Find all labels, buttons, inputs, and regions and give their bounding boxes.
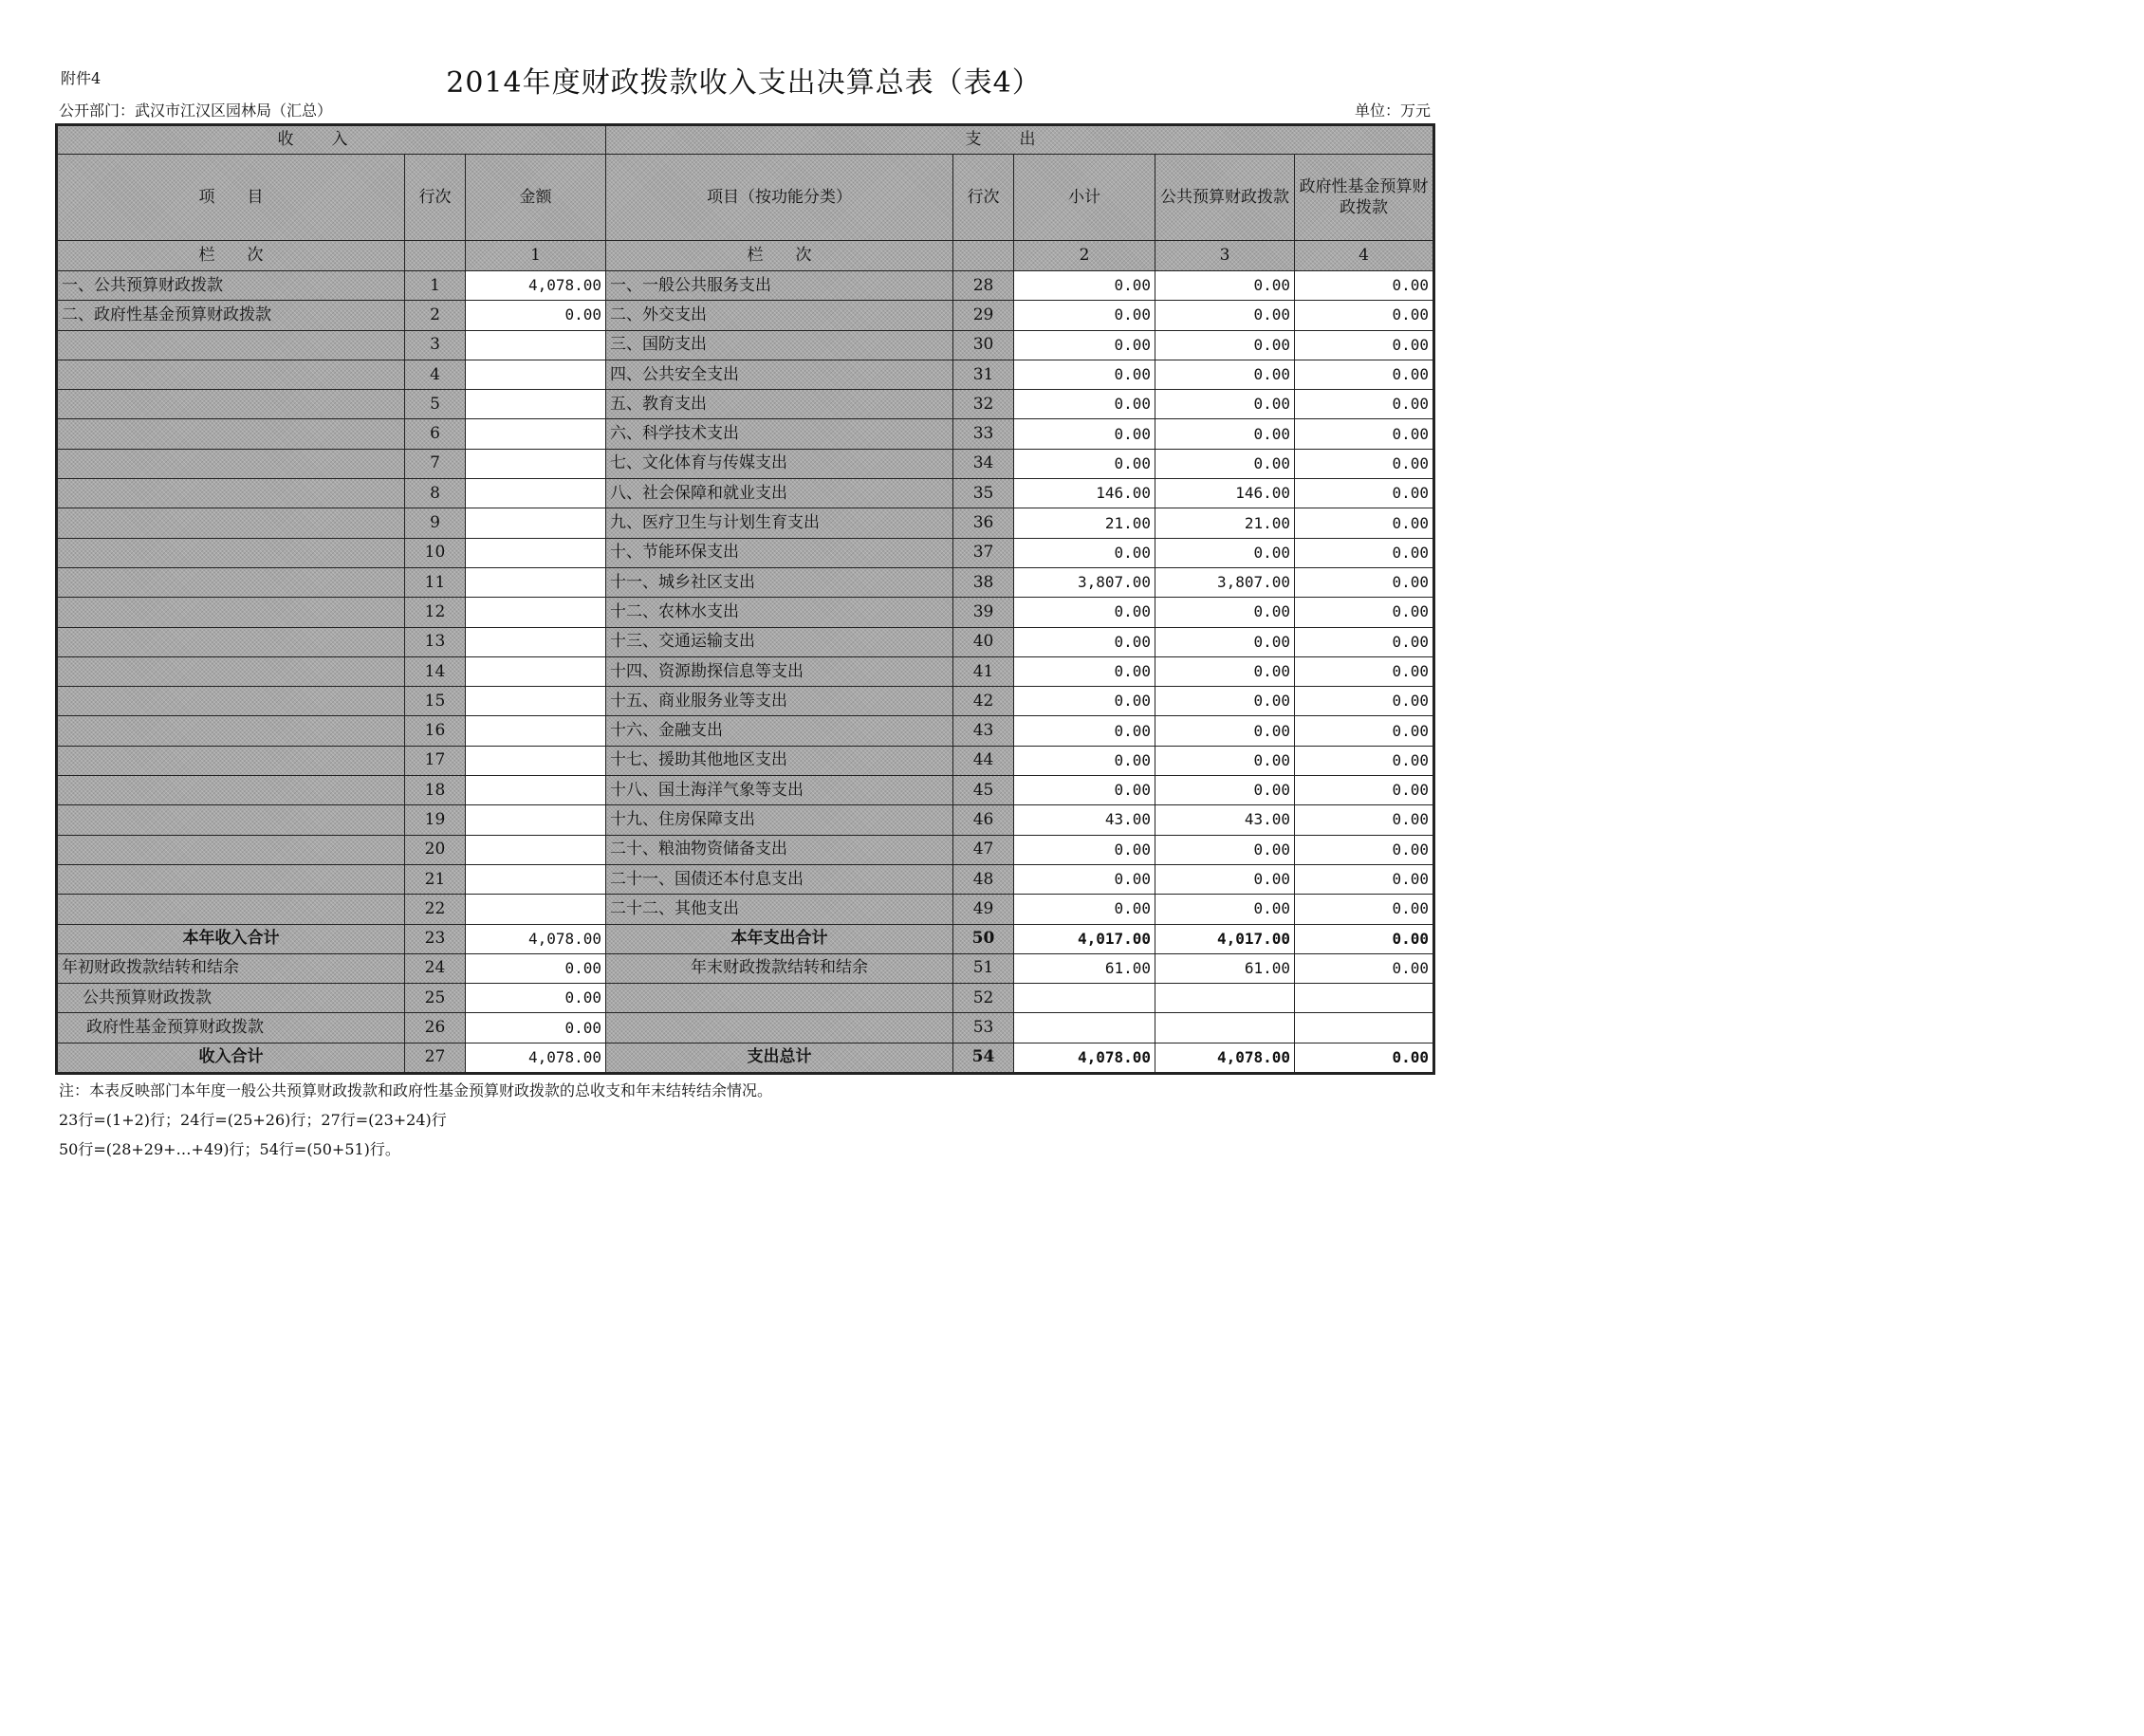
begin-balance-label: 年初财政拨款结转和结余 [57,953,405,983]
expense-item: 五、教育支出 [606,390,953,419]
income-item [57,716,405,746]
begin-balance-no: 24 [405,953,466,983]
income-item [57,479,405,508]
income-row-no: 14 [405,656,466,686]
expense-public-budget: 0.00 [1155,301,1295,330]
table-row [57,301,1434,330]
expense-row-no: 31 [953,360,1014,389]
row53-public [1155,1013,1295,1043]
expense-subtotal: 21.00 [1014,508,1155,538]
expense-gov-fund: 0.00 [1295,656,1434,686]
lanci-col-3: 3 [1155,241,1295,271]
income-item [57,835,405,864]
expense-public-budget: 0.00 [1155,746,1295,775]
begin-fund-no: 26 [405,1013,466,1043]
income-row-no: 12 [405,598,466,627]
year-expense-public: 4,017.00 [1155,924,1295,953]
expense-row-no: 47 [953,835,1014,864]
expense-gov-fund: 0.00 [1295,301,1434,330]
income-item-header: 项 目 [57,155,405,241]
expense-row-no: 41 [953,656,1014,686]
income-amount [466,776,606,805]
end-balance-public: 61.00 [1155,953,1295,983]
expense-row-no: 43 [953,716,1014,746]
end-balance-no: 51 [953,953,1014,983]
gov-fund-header: 政府性基金预算财政拨款 [1295,155,1434,241]
table-row [57,746,1434,775]
expense-row-no: 49 [953,895,1014,924]
year-income-amount: 4,078.00 [466,924,606,953]
income-row-no: 13 [405,627,466,656]
year-income-no: 23 [405,924,466,953]
income-item [57,449,405,478]
expense-subtotal: 0.00 [1014,864,1155,894]
income-item [57,567,405,597]
income-item [57,360,405,389]
expense-public-budget: 0.00 [1155,449,1295,478]
end-balance-label: 年末财政拨款结转和结余 [606,953,953,983]
expense-gov-fund: 0.00 [1295,390,1434,419]
income-amount [466,835,606,864]
year-income-label: 本年收入合计 [57,924,405,953]
expense-subtotal: 0.00 [1014,895,1155,924]
table-row [57,419,1434,449]
expense-gov-fund: 0.00 [1295,479,1434,508]
expense-row-no: 39 [953,598,1014,627]
income-item: 二、政府性基金预算财政拨款 [57,301,405,330]
income-total-amount: 4,078.00 [466,1043,606,1073]
expense-total-fund: 0.00 [1295,1043,1434,1073]
note-line-3: 50行=(28+29+…+49)行；54行=(50+51)行。 [59,1140,400,1158]
expense-public-budget: 0.00 [1155,835,1295,864]
income-item [57,687,405,716]
expense-item: 十八、国土海洋气象等支出 [606,776,953,805]
income-item [57,805,405,835]
income-row-no: 9 [405,508,466,538]
table-row [57,805,1434,835]
expense-subtotal: 0.00 [1014,449,1155,478]
expense-row-no: 40 [953,627,1014,656]
expense-gov-fund: 0.00 [1295,687,1434,716]
expense-gov-fund: 0.00 [1295,895,1434,924]
income-item [57,598,405,627]
table-row [57,449,1434,478]
table-row [57,627,1434,656]
table-row [57,390,1434,419]
table-row [57,508,1434,538]
expense-lanci-blank [953,241,1014,271]
page-title: 2014年度财政拨款收入支出决算总表（表4） [446,66,1042,100]
expense-lanci-label: 栏 次 [606,241,953,271]
income-amount [466,419,606,449]
income-row-no: 17 [405,746,466,775]
expense-subtotal: 3,807.00 [1014,567,1155,597]
expense-row-no: 29 [953,301,1014,330]
end-balance-fund: 0.00 [1295,953,1434,983]
income-row-no: 15 [405,687,466,716]
expense-row-no: 36 [953,508,1014,538]
income-amount [466,864,606,894]
expense-subtotal: 0.00 [1014,776,1155,805]
income-amount: 0.00 [466,301,606,330]
income-row-no: 21 [405,864,466,894]
expense-gov-fund: 0.00 [1295,627,1434,656]
income-total-no: 27 [405,1043,466,1073]
table-row [57,687,1434,716]
income-item [57,746,405,775]
expense-row-no: 35 [953,479,1014,508]
expense-item-header: 项目（按功能分类） [606,155,953,241]
expense-gov-fund: 0.00 [1295,567,1434,597]
income-amount: 4,078.00 [466,271,606,301]
income-item [57,864,405,894]
expense-subtotal: 0.00 [1014,687,1155,716]
table-row [57,330,1434,360]
table-row [57,864,1434,894]
expense-subtotal: 0.00 [1014,271,1155,301]
expense-item: 八、社会保障和就业支出 [606,479,953,508]
expense-subtotal: 0.00 [1014,390,1155,419]
income-row-no: 16 [405,716,466,746]
income-lanci-label: 栏 次 [57,241,405,271]
income-amount [466,716,606,746]
expense-total-label: 支出总计 [606,1043,953,1073]
begin-fund-label: 政府性基金预算财政拨款 [57,1013,405,1043]
row53-label [606,1013,953,1043]
expense-row-no: 38 [953,567,1014,597]
table-row [57,835,1434,864]
expense-public-budget: 3,807.00 [1155,567,1295,597]
expense-gov-fund: 0.00 [1295,449,1434,478]
expense-public-budget: 21.00 [1155,508,1295,538]
expense-subtotal: 0.00 [1014,746,1155,775]
expense-item: 十六、金融支出 [606,716,953,746]
income-item [57,656,405,686]
income-amount [466,330,606,360]
expense-gov-fund: 0.00 [1295,716,1434,746]
expense-item: 十五、商业服务业等支出 [606,687,953,716]
expense-item: 十四、资源勘探信息等支出 [606,656,953,686]
begin-public-amount: 0.00 [466,984,606,1013]
year-expense-subtotal: 4,017.00 [1014,924,1155,953]
income-amount [466,449,606,478]
expense-public-budget: 0.00 [1155,598,1295,627]
income-total-label: 收入合计 [57,1043,405,1073]
income-item [57,419,405,449]
income-row-no: 4 [405,360,466,389]
expense-public-budget: 0.00 [1155,360,1295,389]
income-lanci-blank [405,241,466,271]
expense-public-budget: 0.00 [1155,656,1295,686]
table-row [57,479,1434,508]
income-amount [466,805,606,835]
expense-gov-fund: 0.00 [1295,419,1434,449]
expense-item: 二十二、其他支出 [606,895,953,924]
table-row [57,716,1434,746]
lanci-col-2: 2 [1014,241,1155,271]
expense-public-budget: 146.00 [1155,479,1295,508]
income-row-no: 3 [405,330,466,360]
row52-subtotal [1014,984,1155,1013]
begin-public-no: 25 [405,984,466,1013]
income-amount [466,390,606,419]
expense-item: 十二、农林水支出 [606,598,953,627]
expense-subtotal: 0.00 [1014,716,1155,746]
expense-row-no: 46 [953,805,1014,835]
expense-total-public: 4,078.00 [1155,1043,1295,1073]
expense-public-budget: 43.00 [1155,805,1295,835]
income-row-no-header: 行次 [405,155,466,241]
income-amount [466,538,606,567]
expense-item: 二十、粮油物资储备支出 [606,835,953,864]
expense-row-no: 28 [953,271,1014,301]
unit-label: 单位：万元 [1354,102,1431,120]
expense-item: 六、科学技术支出 [606,419,953,449]
expense-item: 九、医疗卫生与计划生育支出 [606,508,953,538]
department-label: 公开部门：武汉市江汉区园林局（汇总） [59,102,333,120]
lanci-col-4: 4 [1295,241,1434,271]
income-item [57,508,405,538]
income-amount [466,479,606,508]
expense-subtotal: 0.00 [1014,656,1155,686]
expense-row-no: 34 [953,449,1014,478]
table-row [57,538,1434,567]
expense-subtotal: 0.00 [1014,330,1155,360]
expense-gov-fund: 0.00 [1295,538,1434,567]
expense-section-header: 支出 [606,125,1434,155]
attachment-label: 附件4 [61,69,102,87]
income-amount [466,508,606,538]
income-row-no: 6 [405,419,466,449]
row52-public [1155,984,1295,1013]
table-row [57,360,1434,389]
expense-gov-fund: 0.00 [1295,271,1434,301]
expense-public-budget: 0.00 [1155,687,1295,716]
expense-public-budget: 0.00 [1155,419,1295,449]
expense-item: 二十一、国债还本付息支出 [606,864,953,894]
end-balance-subtotal: 61.00 [1014,953,1155,983]
income-amount [466,656,606,686]
expense-row-no-header: 行次 [953,155,1014,241]
expense-item: 四、公共安全支出 [606,360,953,389]
income-row-no: 5 [405,390,466,419]
expense-item: 十九、住房保障支出 [606,805,953,835]
subtotal-header: 小计 [1014,155,1155,241]
note-line-1: 注：本表反映部门本年度一般公共预算财政拨款和政府性基金预算财政拨款的总收支和年末结转结余情况。 [59,1081,773,1099]
income-row-no: 20 [405,835,466,864]
expense-gov-fund: 0.00 [1295,835,1434,864]
income-item [57,776,405,805]
row52-label [606,984,953,1013]
expense-row-no: 30 [953,330,1014,360]
expense-total-subtotal: 4,078.00 [1014,1043,1155,1073]
expense-row-no: 33 [953,419,1014,449]
expense-row-no: 32 [953,390,1014,419]
income-amount [466,567,606,597]
table-row [57,567,1434,597]
expense-gov-fund: 0.00 [1295,864,1434,894]
table-row [57,776,1434,805]
income-item: 一、公共预算财政拨款 [57,271,405,301]
expense-gov-fund: 0.00 [1295,805,1434,835]
expense-gov-fund: 0.00 [1295,360,1434,389]
expense-item: 七、文化体育与传媒支出 [606,449,953,478]
expense-subtotal: 0.00 [1014,835,1155,864]
expense-subtotal: 0.00 [1014,627,1155,656]
expense-gov-fund: 0.00 [1295,776,1434,805]
expense-row-no: 37 [953,538,1014,567]
expense-row-no: 42 [953,687,1014,716]
income-section-header: 收入 [57,125,606,155]
row52-fund [1295,984,1434,1013]
table-row [57,895,1434,924]
expense-public-budget: 0.00 [1155,895,1295,924]
income-row-no: 18 [405,776,466,805]
expense-subtotal: 0.00 [1014,598,1155,627]
income-amount [466,746,606,775]
expense-item: 十、节能环保支出 [606,538,953,567]
income-row-no: 1 [405,271,466,301]
income-row-no: 2 [405,301,466,330]
expense-item: 一、一般公共服务支出 [606,271,953,301]
expense-subtotal: 0.00 [1014,360,1155,389]
expense-public-budget: 0.00 [1155,627,1295,656]
expense-subtotal: 0.00 [1014,301,1155,330]
income-row-no: 19 [405,805,466,835]
income-item [57,390,405,419]
expense-item: 三、国防支出 [606,330,953,360]
expense-gov-fund: 0.00 [1295,746,1434,775]
expense-total-no: 54 [953,1043,1014,1073]
expense-public-budget: 0.00 [1155,538,1295,567]
row53-no: 53 [953,1013,1014,1043]
income-row-no: 10 [405,538,466,567]
expense-item: 十三、交通运输支出 [606,627,953,656]
begin-fund-amount: 0.00 [466,1013,606,1043]
expense-public-budget: 0.00 [1155,330,1295,360]
expense-gov-fund: 0.00 [1295,598,1434,627]
expense-public-budget: 0.00 [1155,390,1295,419]
income-row-no: 8 [405,479,466,508]
begin-balance-amount: 0.00 [466,953,606,983]
table-row [57,271,1434,301]
expense-public-budget: 0.00 [1155,864,1295,894]
expense-subtotal: 146.00 [1014,479,1155,508]
income-item [57,538,405,567]
table-row [57,598,1434,627]
expense-row-no: 44 [953,746,1014,775]
note-line-2: 23行=(1+2)行；24行=(25+26)行；27行=(23+24)行 [59,1111,447,1129]
income-row-no: 7 [405,449,466,478]
income-amount [466,360,606,389]
table-row [57,656,1434,686]
income-item [57,627,405,656]
income-item [57,330,405,360]
notes [59,1076,772,1164]
expense-subtotal: 43.00 [1014,805,1155,835]
amount-header: 金额 [466,155,606,241]
public-budget-header: 公共预算财政拨款 [1155,155,1295,241]
row53-fund [1295,1013,1434,1043]
expense-item: 十七、援助其他地区支出 [606,746,953,775]
expense-subtotal: 0.00 [1014,538,1155,567]
income-amount [466,687,606,716]
begin-public-label: 公共预算财政拨款 [57,984,405,1013]
expense-row-no: 45 [953,776,1014,805]
income-amount [466,895,606,924]
row53-subtotal [1014,1013,1155,1043]
expense-gov-fund: 0.00 [1295,330,1434,360]
row52-no: 52 [953,984,1014,1013]
income-item [57,895,405,924]
income-amount [466,627,606,656]
expense-subtotal: 0.00 [1014,419,1155,449]
year-expense-fund: 0.00 [1295,924,1434,953]
income-amount [466,598,606,627]
lanci-col-1: 1 [466,241,606,271]
expense-public-budget: 0.00 [1155,776,1295,805]
expense-item: 十一、城乡社区支出 [606,567,953,597]
income-row-no: 22 [405,895,466,924]
expense-public-budget: 0.00 [1155,716,1295,746]
expense-row-no: 48 [953,864,1014,894]
expense-public-budget: 0.00 [1155,271,1295,301]
budget-table [55,123,1435,1075]
expense-gov-fund: 0.00 [1295,508,1434,538]
year-expense-no: 50 [953,924,1014,953]
income-row-no: 11 [405,567,466,597]
year-expense-label: 本年支出合计 [606,924,953,953]
expense-item: 二、外交支出 [606,301,953,330]
